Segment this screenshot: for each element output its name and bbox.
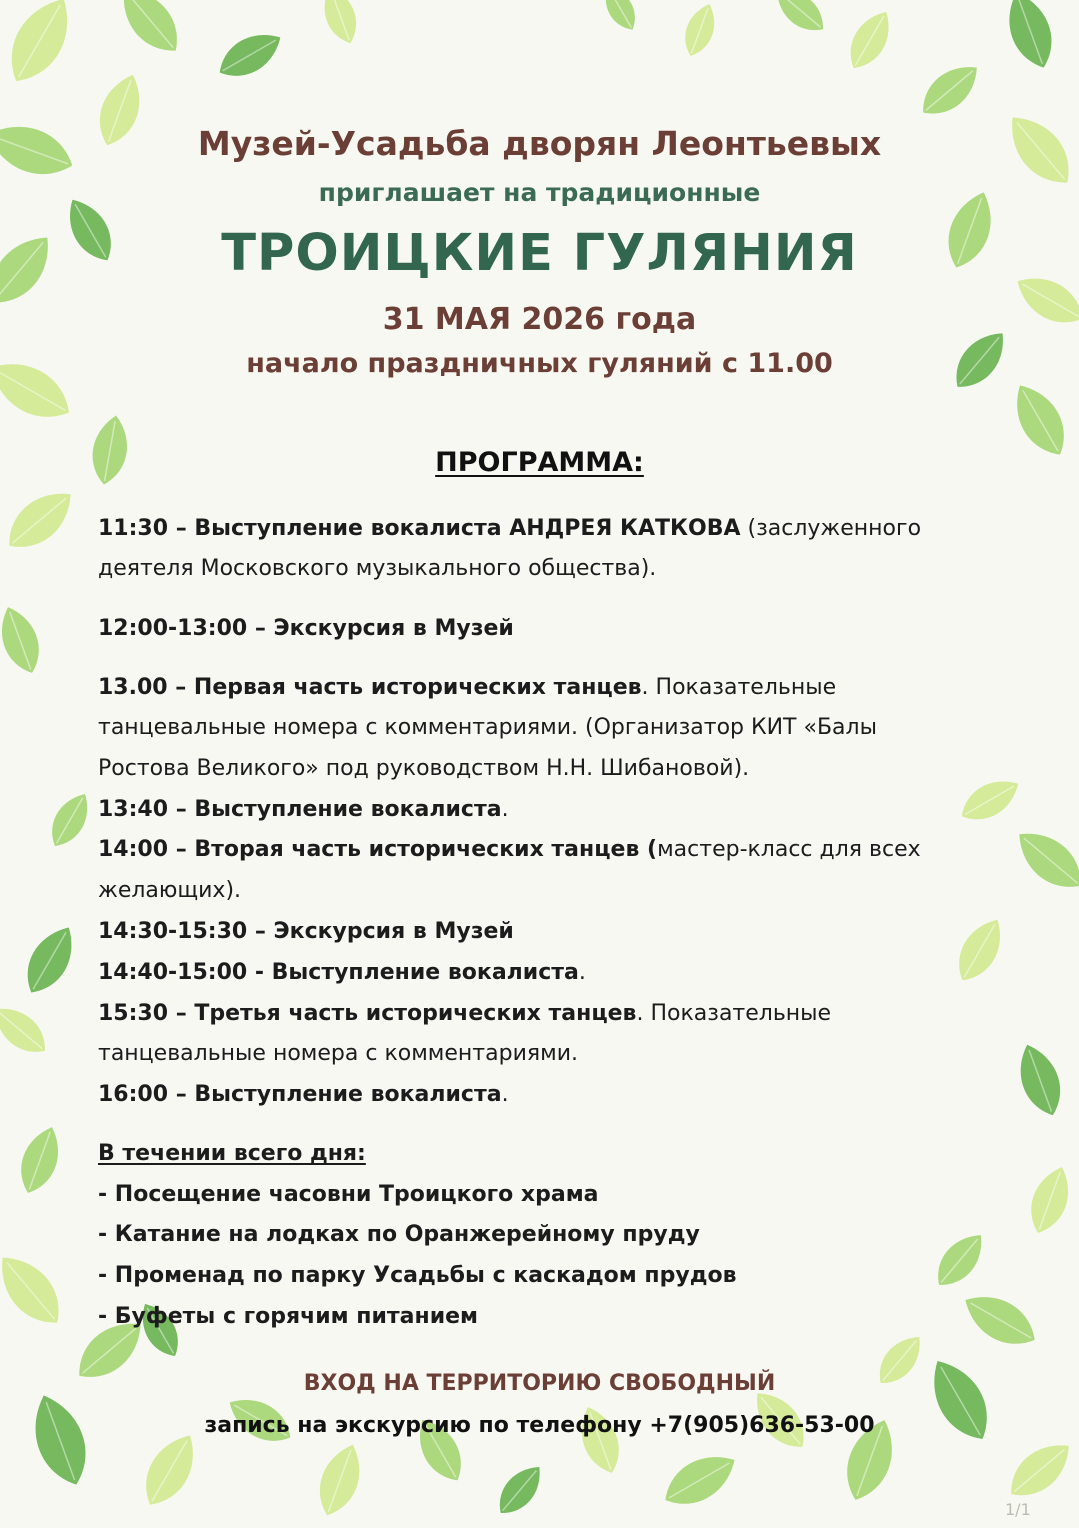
program-line-text: (заслуженного <box>740 516 922 541</box>
all-day-item: - Посещение часовни Троицкого храма <box>98 1182 599 1207</box>
free-entry-note: ВХОД НА ТЕРРИТОРИЮ СВОБОДНЫЙ <box>303 1371 776 1396</box>
museum-name: Музей-Усадьба дворян Леонтьевых <box>197 124 882 163</box>
program-line-bold: 15:30 – Третья часть исторических танцев <box>98 1001 637 1026</box>
program-line-text: . Показательные <box>636 1001 832 1026</box>
program-line <box>98 957 998 989</box>
program-line-text: . <box>501 1082 509 1107</box>
program-line <box>98 553 998 585</box>
program-line-text: Ростова Великого» под руководством Н.Н. Шибановой). <box>98 756 750 781</box>
all-day-item: - Променад по парку Усадьбы с каскадом прудов <box>98 1263 737 1288</box>
program-line-bold: 14:00 – Вторая часть исторических танцев ( <box>98 837 658 862</box>
program-line <box>98 712 998 744</box>
program-line-bold: 16:00 – Выступление вокалиста <box>98 1082 502 1107</box>
program-line <box>98 513 998 545</box>
program-line <box>98 794 998 826</box>
program-line-bold: 14:30-15:30 – Экскурсия в Музей <box>98 919 514 944</box>
program-line-text: желающих). <box>98 878 242 903</box>
program-line <box>98 672 998 704</box>
program-line <box>98 1038 998 1070</box>
program-line <box>98 998 998 1030</box>
program-line-text: мастер-класс для всех <box>657 837 921 862</box>
page-number: 1/1 <box>1005 1500 1031 1519</box>
program-line <box>98 1079 998 1111</box>
program-line-bold: 11:30 – Выступление вокалиста АНДРЕЯ КАТКОВА <box>98 516 741 541</box>
invite-line: приглашает на традиционные <box>318 178 761 207</box>
program-line-text: танцевальные номера с комментариями. <box>98 1041 578 1066</box>
program-line-bold: 12:00-13:00 – Экскурсия в Музей <box>98 616 514 641</box>
program-line-text: . Показательные <box>641 675 837 700</box>
program-line <box>98 875 998 907</box>
event-date: 31 МАЯ 2026 года <box>382 302 697 337</box>
all-day-item: - Катание на лодках по Оранжерейному пруду <box>98 1222 700 1247</box>
program-line-text: деятеля Московского музыкального общества). <box>98 556 657 581</box>
program-heading: ПРОГРАММА: <box>435 447 644 478</box>
event-title: ТРОИЦКИЕ ГУЛЯНИЯ <box>221 224 858 283</box>
program-line-text: танцевальные номера с комментариями. (Организатор КИТ «Балы <box>98 715 877 740</box>
all-day-item: - Буфеты с горячим питанием <box>98 1304 479 1329</box>
start-time: начало праздничных гуляний с 11.00 <box>246 348 833 379</box>
program-line-text: . <box>501 797 509 822</box>
program-line-text: . <box>578 960 586 985</box>
program-line-bold: 13.00 – Первая часть исторических танцев <box>98 675 642 700</box>
phone-booking-note: запись на экскурсию по телефону +7(905)636-53-00 <box>204 1413 875 1438</box>
all-day-heading: В течении всего дня: <box>98 1141 366 1166</box>
program-line-bold: 14:40-15:00 - Выступление вокалиста <box>98 960 579 985</box>
program-line <box>98 613 998 645</box>
program-line <box>98 753 998 785</box>
program-line-bold: 13:40 – Выступление вокалиста <box>98 797 502 822</box>
program-line <box>98 916 998 948</box>
program-line <box>98 834 998 866</box>
